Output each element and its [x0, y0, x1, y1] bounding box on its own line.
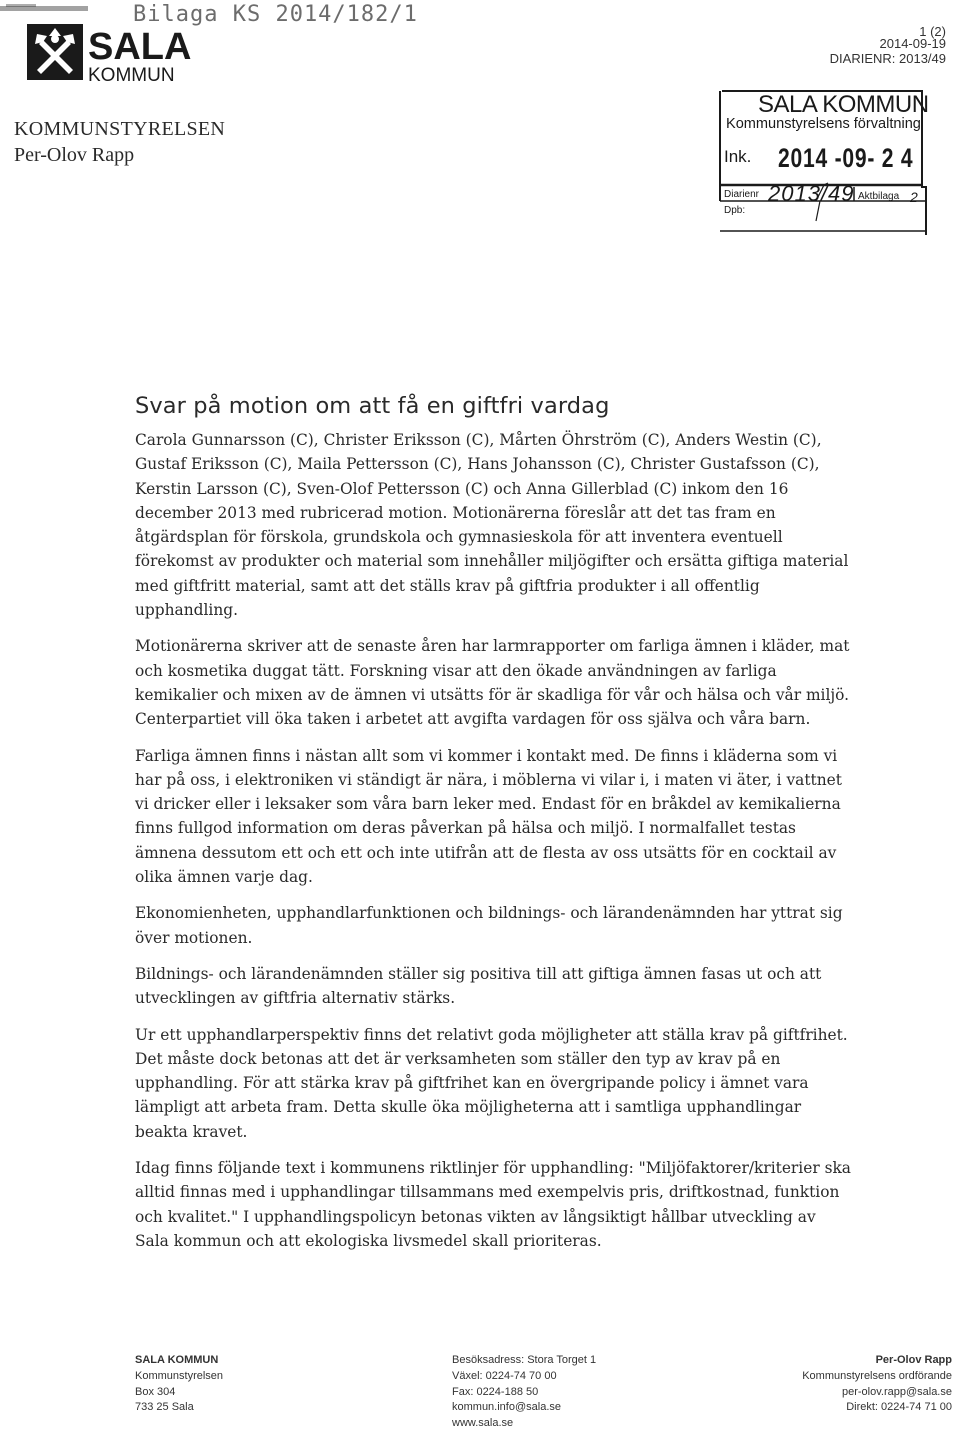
paragraph: Bildnings- och lärandenämnden ställer sig positiva till att giftiga ämnen fasas ut och att utvecklingen av giftfria alternativ stärks.: [135, 964, 822, 1008]
footer-signatory-name: Per-Olov Rapp: [875, 1354, 952, 1366]
stamp-date: 2014 -09- 2 4: [778, 143, 914, 173]
footer-phone: Växel: 0224-74 70 00: [452, 1369, 557, 1382]
stamp-diarienr-value: 2013/49: [768, 181, 855, 206]
footer-website[interactable]: www.sala.se: [452, 1417, 514, 1430]
footer-email[interactable]: kommun.info@sala.se: [452, 1401, 561, 1414]
footer-signatory: [802, 1353, 952, 1416]
scan-artifact: [0, 2, 90, 16]
received-stamp: [716, 89, 928, 235]
bilaga-stamp: Bilaga KS 2014/182/1: [133, 2, 418, 27]
paragraph: Motionärerna skriver att de senaste åren har larmrapporter om farliga ämnen i kläder, mat och kosmetika duggat tätt. Forskning visar att den ökade användningen av farliga kemikalier och mixen av de ämnen vi utsätts för är skadliga för vår och hälsa och vår miljö. Centerpartiet vill öka taken i arbetet att avgifta vardagen för oss själva och våra barn.: [135, 637, 850, 729]
footer-org-name: SALA KOMMUN: [135, 1354, 219, 1366]
stamp-aktbilaga-value: 2: [910, 189, 918, 205]
footer-signatory-phone: Direkt: 0224-74 71 00: [846, 1401, 952, 1414]
brand-name: SALA: [88, 26, 192, 68]
footer-fax: Fax: 0224-188 50: [452, 1385, 539, 1398]
footer-signatory-title: Kommunstyrelsens ordförande: [802, 1369, 952, 1382]
paragraph: Idag finns följande text i kommunens riktlinjer för upphandling: "Miljöfaktorer/kriterier ska alltid finnas med i upphandlingar tillsammans med exempelvis pris, driftkostnad, funktion och kvalitet." I upphandlingspolicyn betonas vikten av långsiktigt hållbar utveckling av Sala kommun och att ekologiska livsmedel skall prioriteras.: [135, 1159, 851, 1250]
department: KOMMUNSTYRELSEN: [14, 118, 226, 140]
brand-subtitle: KOMMUN: [88, 65, 175, 86]
document-body: [135, 428, 851, 1265]
footer-contact: [452, 1353, 596, 1432]
footer-visit-address: Besöksadress: Stora Torget 1: [452, 1354, 597, 1366]
stamp-diarienr-label: Diarienr: [724, 189, 760, 200]
stamp-aktbilaga-label: Aktbilaga: [858, 191, 900, 202]
paragraph: Carola Gunnarsson (C), Christer Eriksson (C), Mårten Öhrström (C), Anders Westin (C), Gustaf Eriksson (C), Maila Pettersson (C), Hans Johansson (C), Christer Gustafsson (C), Kerstin Larsson (C), Sven-Olof Pettersson (C) och Anna Gillerblad (C) inkom den 16 december 2013 med rubricerad motion. Motionärerna föreslår att det tas fram en åtgärdsplan för förskola, grundskola och gymnasieskola för att inventera eventuell förekomst av produkter och material som innehåller miljögifter och ersätta giftiga material med giftfritt material, samt att det ställs krav på giftfria produkter i all offentlig upphandling.: [135, 431, 849, 620]
paragraph: Ur ett upphandlarperspektiv finns det relativt goda möjligheter att ställa krav på giftfrihet. Det måste dock betonas att det är verksamheten som ställer den typ av krav på en upphandling. För att stärka krav på giftfrihet kan en övergripande policy i ämnet vara lämpligt att arbeta fram. Detta skulle öka möjligheterna att i samtliga upphandlingar beakta kravet.: [135, 1025, 848, 1141]
footer-signatory-email[interactable]: per-olov.rapp@sala.se: [841, 1385, 952, 1398]
stamp-org: SALA KOMMUN: [758, 91, 929, 118]
footer-organization: [135, 1353, 223, 1416]
author: Per-Olov Rapp: [14, 144, 135, 166]
footer-org-unit: Kommunstyrelsen: [135, 1369, 224, 1382]
footer-org-box: Box 304: [135, 1385, 176, 1398]
document-date: 2014-09-19: [879, 36, 946, 51]
diarienr: DIARIENR: 2013/49: [829, 51, 946, 66]
stamp-dpb-label: Dpb:: [724, 205, 746, 216]
sala-logo-icon: [27, 24, 83, 80]
document-title: Svar på motion om att få en giftfri vardag: [135, 393, 610, 419]
stamp-unit: Kommunstyrelsens förvaltning: [726, 115, 921, 132]
paragraph: Ekonomienheten, upphandlarfunktionen och bildnings- och lärandenämnden har yttrat sig över motionen.: [135, 904, 843, 947]
stamp-ink-label: Ink.: [724, 147, 752, 166]
page-number: 1 (2): [919, 24, 946, 39]
footer-org-postal: 733 25 Sala: [135, 1401, 194, 1414]
paragraph: Farliga ämnen finns i nästan allt som vi kommer i kontakt med. De finns i kläderna som vi har på oss, i elektroniken vi ständigt är nära, i möblerna vi vilar i, i maten vi äter, i vattnet vi dricker eller i leksaker som våra barn leker med. Endast för en bråkdel av kemikalierna finns fullgod information om deras påverkan på hälsa och miljö. I normalfallet testas ämnena dessutom ett och ett och inte utifrån att de flesta av oss utsätts för en cocktail av olika ämnen varje dag.: [135, 746, 842, 887]
